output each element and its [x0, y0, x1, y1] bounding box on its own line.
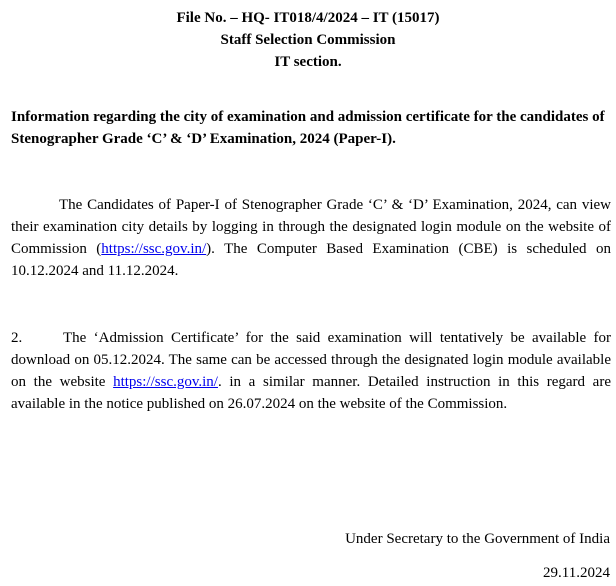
ssc-website-link-2[interactable]: https://ssc.gov.in/: [113, 374, 218, 390]
paragraph-1-text-b: ). The Computer Based Examination (CBE) is scheduled on 10.12.2024 and 11.12.2024.: [11, 241, 611, 279]
signatory-designation: Under Secretary to the Government of India: [345, 531, 610, 547]
paragraph-1: [11, 194, 611, 282]
paragraph-2-text-a: The ‘Admission Certificate’ for the said examination will tentatively be available for download on 05.12.2024. The same can be accessed through the designated login module available on the website: [11, 330, 611, 390]
file-number: File No. – HQ- IT018/4/2024 – IT (15017): [176, 10, 440, 26]
subject-heading: Information regarding the city of examination and admission certificate for the candidates of Stenographer Grade ‘C’ & ‘D’ Examination, 2024 (Paper-I).: [11, 109, 605, 147]
ssc-website-link-1[interactable]: https://ssc.gov.in/: [101, 241, 207, 257]
paragraph-1-text-a: The Candidates of Paper-I of Stenographer Grade ‘C’ & ‘D’ Examination, 2024, can view their examination city details by logging in through the designated login module on the website of Commission (: [11, 197, 611, 257]
document-date: 29.11.2024: [543, 565, 610, 581]
paragraph-2-number: 2.: [11, 330, 23, 346]
paragraph-2-text-b: . in a similar manner. Detailed instruction in this regard are available in the notice published on 26.07.2024 on the website of the Commission.: [11, 374, 611, 412]
organization-name: Staff Selection Commission: [220, 32, 396, 48]
section-name: IT section.: [274, 54, 342, 70]
paragraph-2: [11, 327, 611, 415]
